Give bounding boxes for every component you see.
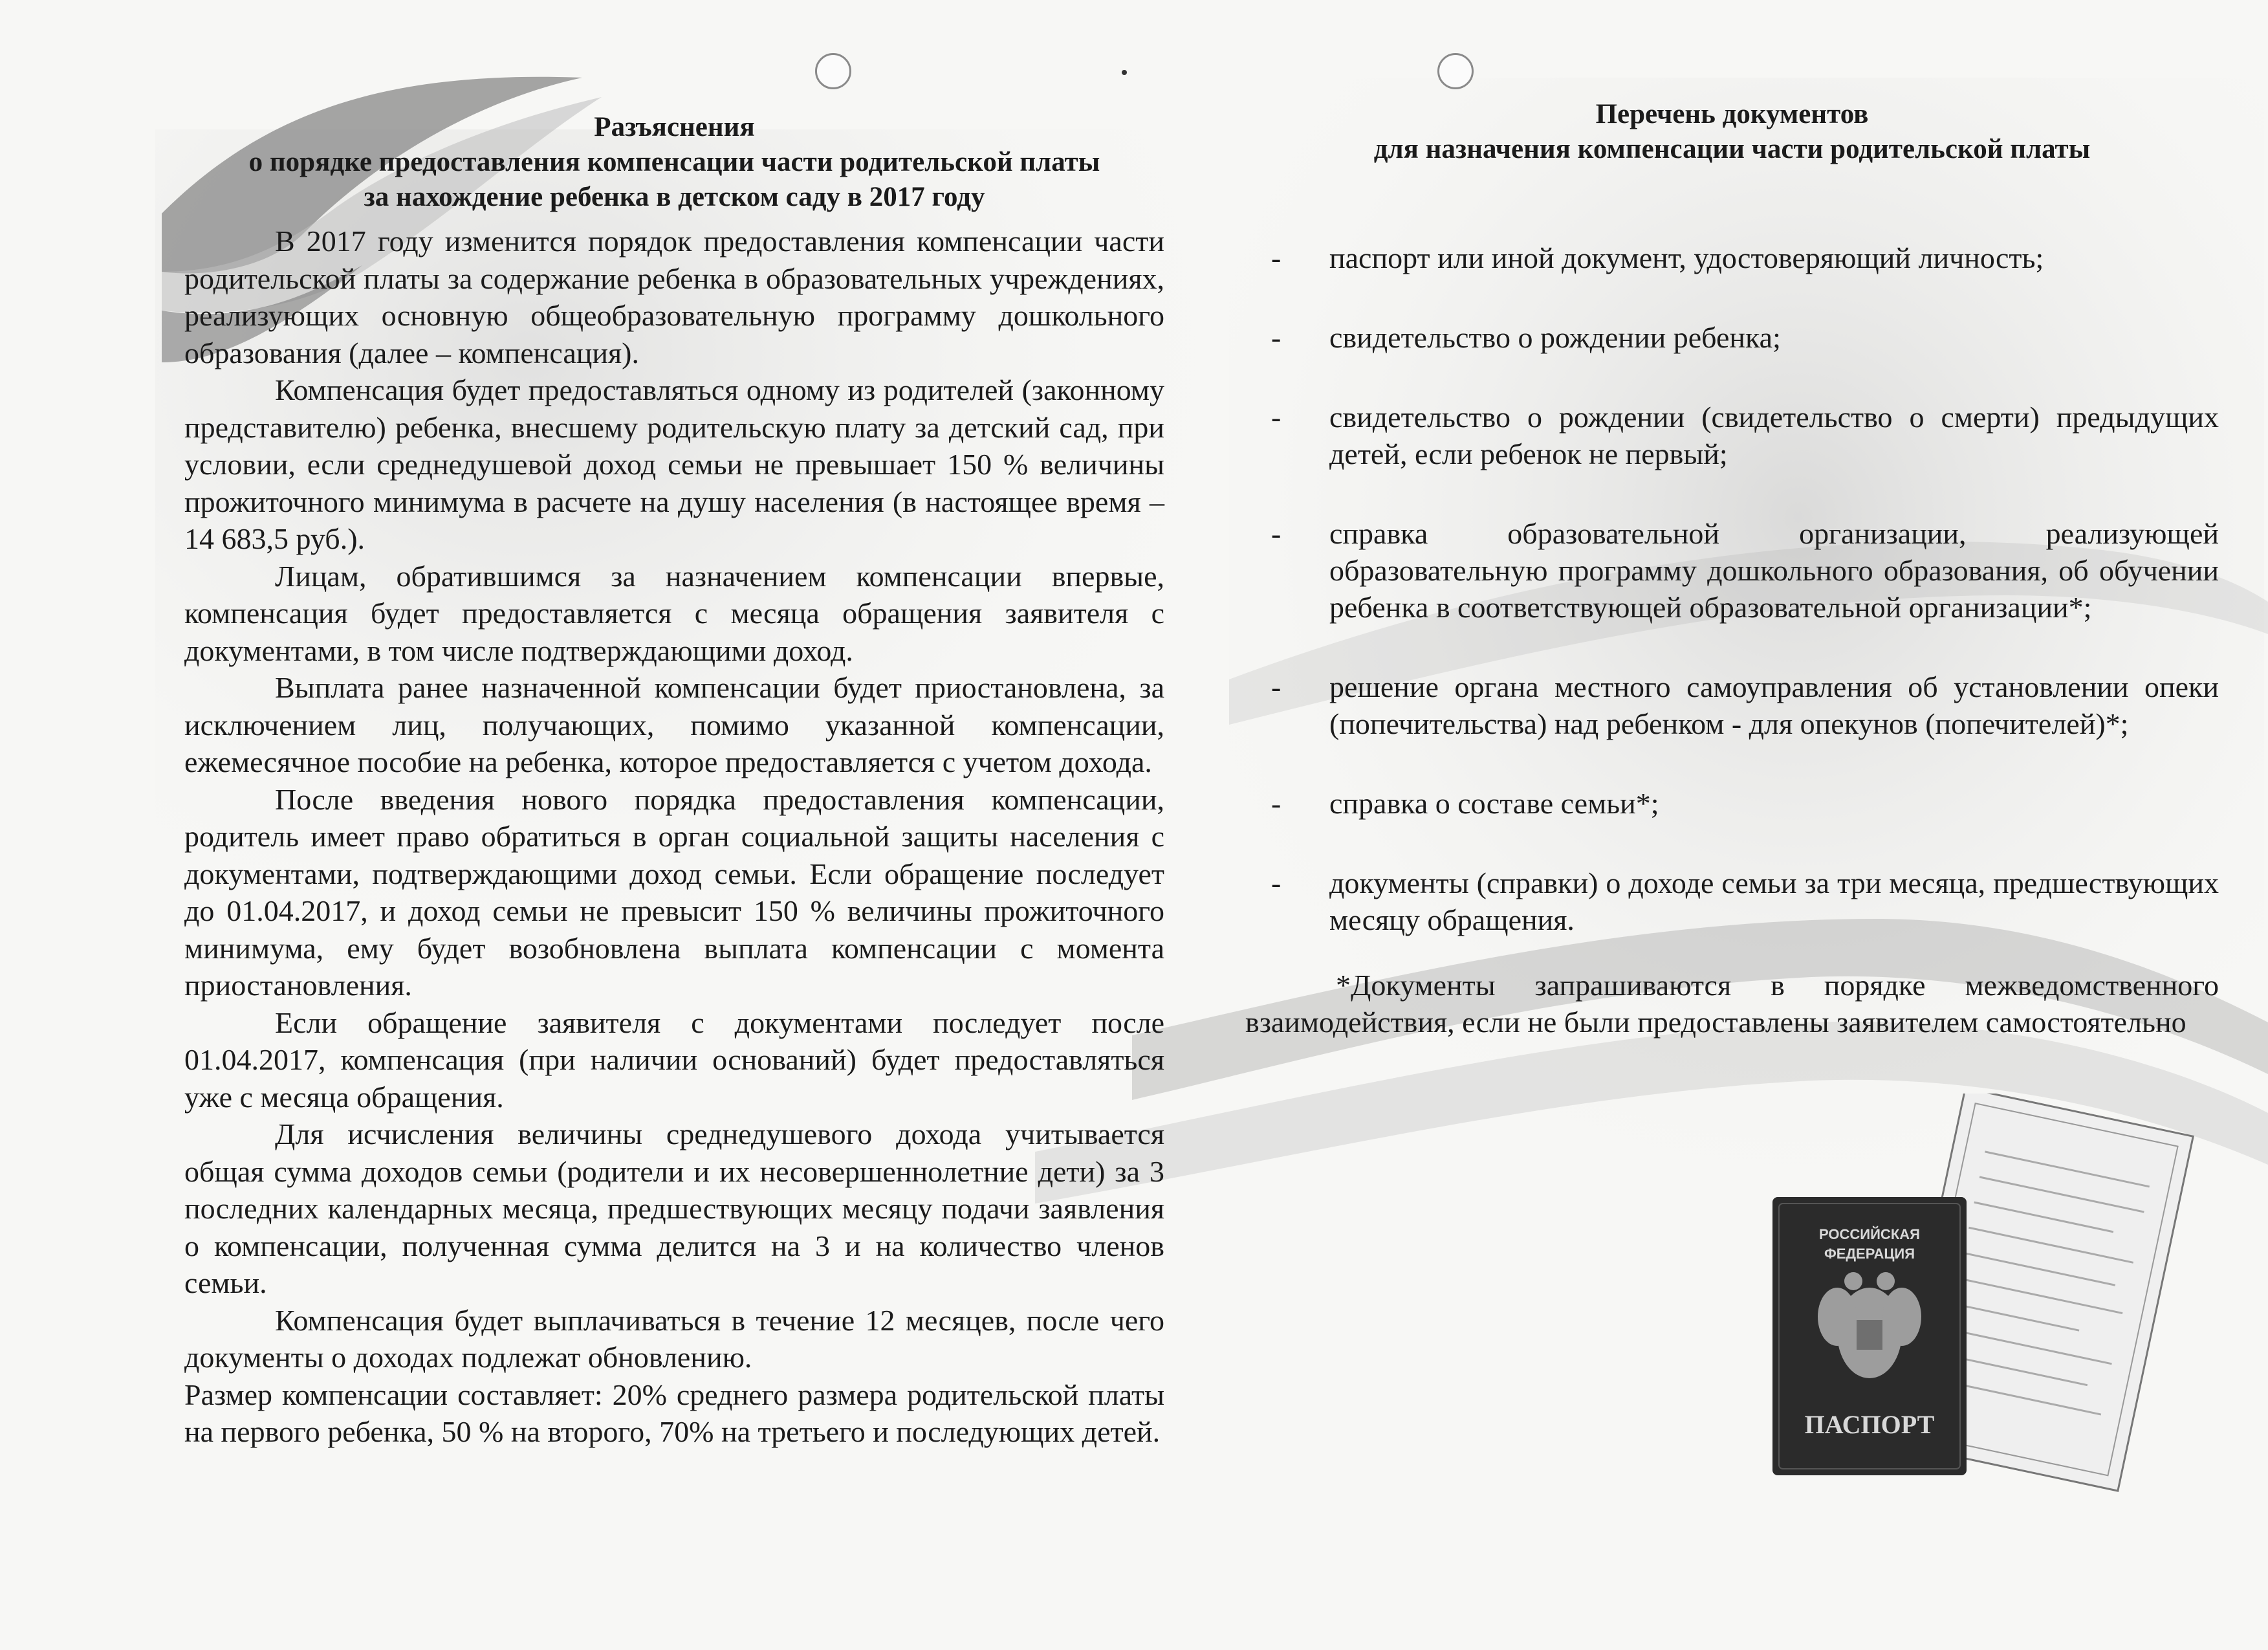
documents-column — [1245, 97, 2219, 1040]
explanation-column — [184, 110, 1164, 1451]
dash-bullet: - — [1271, 866, 1281, 899]
documents-title-line: для назначения компенсации части родительской платы — [1373, 134, 2091, 164]
compensation-size-paragraph: Размер компенсации составляет: 20% среднего размера родительской платы на первого ребенка, 50 % на второго, 70% на третьего и последующих детей. — [184, 1378, 1164, 1448]
interagency-note: *Документы запрашиваются в порядке межведомственного взаимодействия, если не были предоставлены заявителем самостоятельно — [1245, 969, 2219, 1039]
document-item-text: справка о составе семьи*; — [1329, 787, 1659, 820]
document-item-text: свидетельство о рождении ребенка; — [1329, 321, 1781, 354]
passport-country-line1: РОССИЙСКАЯ — [1819, 1226, 1920, 1242]
document-item — [1245, 668, 2219, 742]
passport-word: ПАСПОРТ — [1804, 1410, 1935, 1439]
document-item-text: свидетельство о рождении (свидетельство о смерти) предыдущих детей, если ребенок не первый; — [1329, 401, 2219, 470]
explanation-paragraph: Компенсация будет предоставляться одному из родителей (законному представителю) ребенка, внесшему родительскую плату за детский сад, при условии, если среднедушевой доход семьи не превышает 150 % величины прожиточного минимума в расчете на душу населения (в настоящее время – 14 683,5 руб.). — [184, 373, 1164, 555]
dash-bullet: - — [1271, 787, 1281, 820]
dash-bullet: - — [1271, 321, 1281, 354]
passport-country-line2: ФЕДЕРАЦИЯ — [1824, 1246, 1915, 1262]
punch-hole-left — [815, 53, 851, 89]
document-item — [1245, 515, 2219, 626]
explanation-paragraph: Компенсация будет выплачиваться в течение 12 месяцев, после чего документы о доходах подлежат обновлению. — [184, 1303, 1164, 1374]
dash-bullet: - — [1271, 241, 1281, 274]
passport-illustration — [1760, 1094, 2212, 1559]
dash-bullet: - — [1271, 517, 1281, 550]
explanation-paragraph: После введения нового порядка предоставления компенсации, родитель имеет право обратиться в орган социальной защиты населения с документами, подтверждающими доход семьи. Если обращение последует до 01.04.2017, и доход семьи не превысит 150 % величины прожиточного минимума, ему будет возобновлена выплата компенсации с момента приостановления. — [184, 782, 1164, 1002]
explanation-title-line: Разъяснения — [594, 112, 755, 142]
documents-title-line: Перечень документов — [1595, 99, 1869, 129]
explanation-paragraph: Выплата ранее назначенной компенсации будет приостановлена, за исключением лиц, получающих, помимо указанной компенсации, ежемесячное пособие на ребенка, которое предоставляется с учетом дохода. — [184, 671, 1164, 778]
documents-list — [1245, 239, 2219, 938]
passport-booklet — [1772, 1197, 1967, 1475]
document-item — [1245, 864, 2219, 938]
explanation-body — [184, 223, 1164, 1451]
documents-title — [1245, 97, 2219, 167]
explanation-title — [184, 110, 1164, 215]
explanation-title-line: о порядке предоставления компенсации части родительской платы — [248, 147, 1100, 177]
document-item-text: решение органа местного самоуправления об установлении опеки (попечительства) над ребенком - для опекунов (попечителей)*; — [1329, 670, 2219, 740]
document-item-text: паспорт или иной документ, удостоверяющий личность; — [1329, 241, 2044, 274]
document-item — [1245, 399, 2219, 472]
dash-bullet: - — [1271, 401, 1281, 434]
document-item — [1245, 239, 2219, 276]
explanation-paragraph: В 2017 году изменится порядок предоставления компенсации части родительской платы за содержание ребенка в образовательных учреждениях, реализующих основную общеобразовательную программу дошкольного образования (далее – компенсация). — [184, 225, 1164, 369]
explanation-paragraph: Лицам, обратившимся за назначением компенсации впервые, компенсация будет предоставляется с месяца обращения заявителя с документами, в том числе подтверждающими доход. — [184, 559, 1164, 667]
document-item — [1245, 319, 2219, 356]
document-item-text: справка образовательной организации, реализующей образовательную программу дошкольного образования, об обучении ребенка в соответствующей образовательной организации*; — [1329, 517, 2219, 624]
dash-bullet: - — [1271, 670, 1281, 703]
explanation-paragraph: Если обращение заявителя с документами последует после 01.04.2017, компенсация (при наличии оснований) будет предоставляться уже с месяца обращения. — [184, 1006, 1164, 1114]
punch-hole-right — [1437, 53, 1474, 89]
document-item-text: документы (справки) о доходе семьи за три месяца, предшествующих месяцу обращения. — [1329, 866, 2219, 936]
explanation-paragraph: Для исчисления величины среднедушевого дохода учитывается общая сумма доходов семьи (родители и их несовершеннолетние дети) за 3 последних календарных месяца, предшествующих месяцу подачи заявления о компенсации, полученная сумма делится на 3 и на количество членов семьи. — [184, 1117, 1164, 1299]
explanation-title-line: за нахождение ребенка в детском саду в 2017 году — [364, 182, 985, 212]
document-item — [1245, 785, 2219, 822]
